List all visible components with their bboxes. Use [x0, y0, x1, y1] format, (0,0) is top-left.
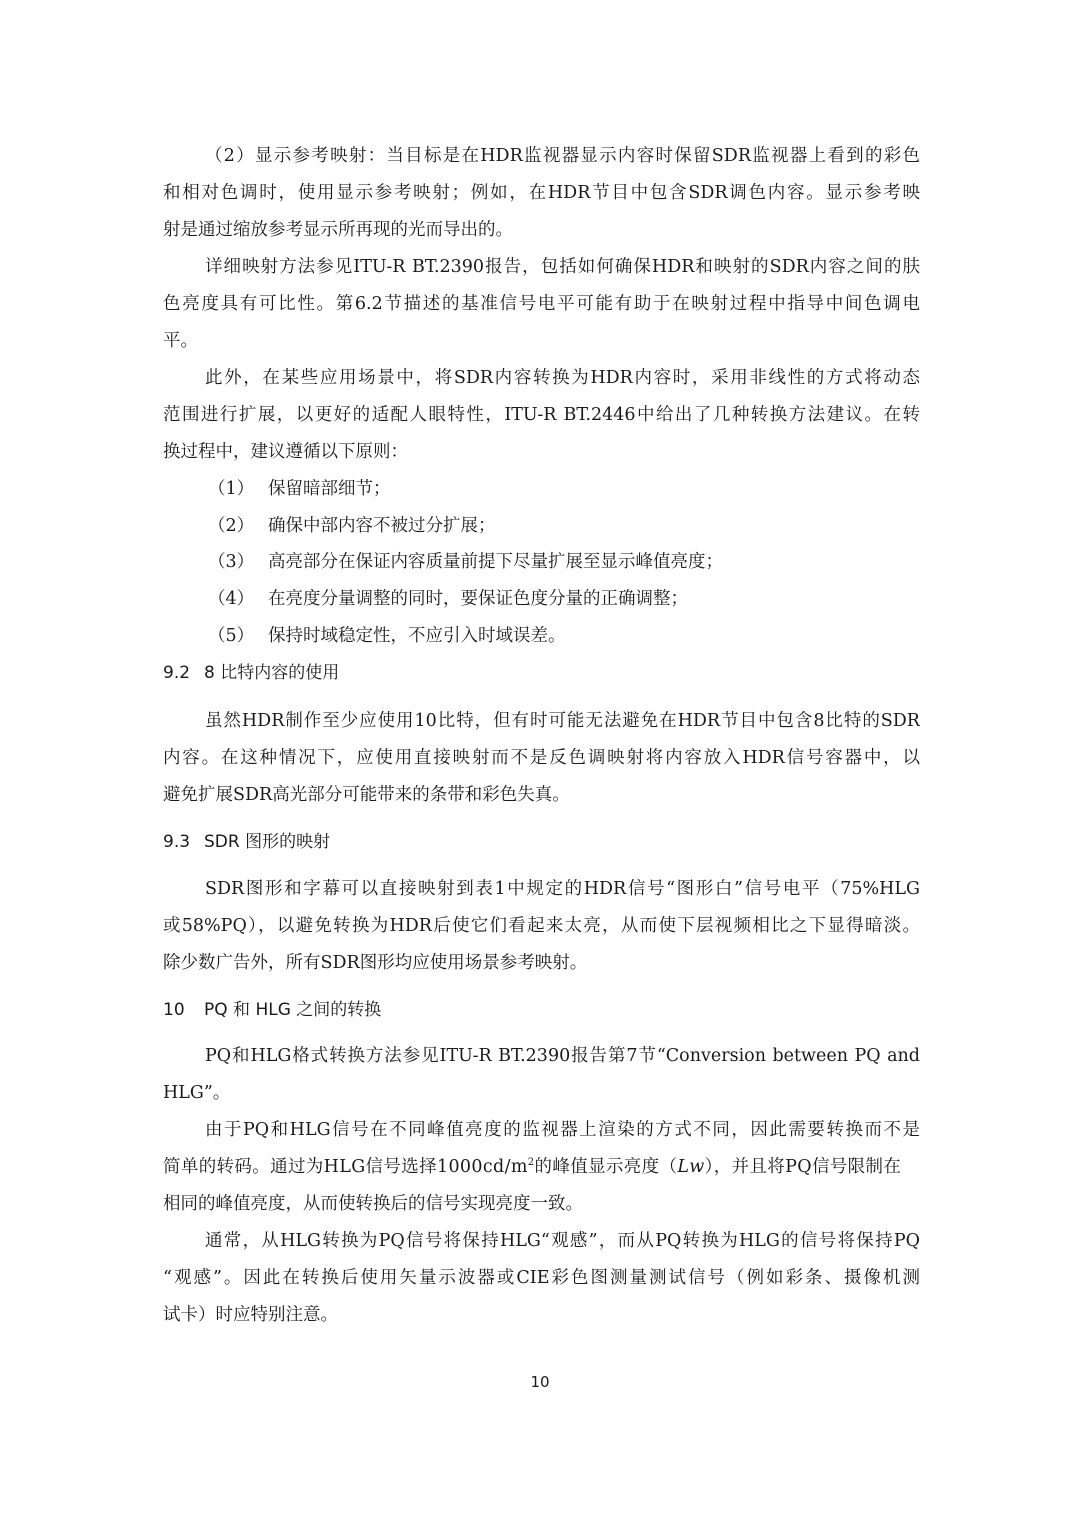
text-run: 的峰值显示亮度（	[534, 1157, 678, 1177]
paragraph-line: （2）显示参考映射：当目标是在HDR监视器显示内容时保留SDR监视器上看到的彩色	[205, 146, 920, 166]
list-item: 保留暗部细节；	[268, 479, 391, 499]
paragraph-line: “观感”。因此在转换后使用矢量示波器或CIE彩色图测量测试信号（例如彩条、摄像机测	[163, 1268, 920, 1288]
paragraph-line: 通常，从HLG转换为PQ信号将保持HLG“观感”，而从PQ转换为HLG的信号将保持PQ	[205, 1231, 920, 1251]
text-run: 简单的转码。通过为HLG信号选择1000cd/m	[163, 1157, 528, 1177]
section-heading: SDR 图形的映射	[204, 832, 331, 852]
paragraph-line-with-formula	[163, 1154, 920, 1180]
list-item: 高亮部分在保证内容质量前提下尽量扩展至显示峰值亮度；	[268, 552, 723, 572]
paragraph-line: 由于PQ和HLG信号在不同峰值亮度的监视器上渲染的方式不同，因此需要转换而不是	[205, 1120, 920, 1140]
paragraph-line: 试卡）时应特别注意。	[163, 1305, 338, 1325]
paragraph-line: 虽然HDR制作至少应使用10比特，但有时可能无法避免在HDR节目中包含8比特的SDR	[205, 711, 920, 731]
list-item-number: （5）	[208, 626, 255, 646]
list-item-number: （1）	[208, 479, 255, 499]
paragraph-line: 范围进行扩展，以更好的适配人眼特性，ITU-R BT.2446中给出了几种转换方法建议。在转	[163, 405, 920, 425]
paragraph-line: 或58%PQ），以避免转换为HDR后使它们看起来太亮，从而使下层视频相比之下显得暗淡。	[163, 916, 920, 936]
italic-symbol: Lw	[677, 1157, 705, 1177]
section-number: 10	[163, 1000, 185, 1020]
paragraph-line: 详细映射方法参见ITU-R BT.2390报告，包括如何确保HDR和映射的SDR内容之间的肤	[205, 257, 920, 277]
section-heading: 8 比特内容的使用	[204, 663, 340, 683]
paragraph-line: SDR图形和字幕可以直接映射到表1中规定的HDR信号“图形白”信号电平（75%HLG	[205, 879, 920, 899]
section-heading: PQ 和 HLG 之间的转换	[204, 1000, 382, 1020]
paragraph-line: 除少数广告外，所有SDR图形均应使用场景参考映射。	[163, 953, 588, 973]
list-item-number: （2）	[208, 516, 255, 536]
paragraph-line: PQ和HLG格式转换方法参见ITU-R BT.2390报告第7节“Conversion between PQ and	[205, 1046, 920, 1066]
paragraph-line: 射是通过缩放参考显示所再现的光而导出的。	[163, 220, 513, 240]
paragraph-line: 换过程中，建议遵循以下原则：	[163, 442, 408, 462]
text-run: ），并且将PQ信号限制在	[704, 1157, 902, 1177]
paragraph-line: 避免扩展SDR高光部分可能带来的条带和彩色失真。	[163, 785, 570, 805]
section-number: 9.2	[163, 663, 191, 683]
paragraph-line: HLG”。	[163, 1083, 231, 1103]
list-item: 确保中部内容不被过分扩展；	[268, 516, 496, 536]
paragraph-line: 内容。在这种情况下，应使用直接映射而不是反色调映射将内容放入HDR信号容器中，以	[163, 748, 920, 768]
paragraph-line: 相同的峰值亮度，从而使转换后的信号实现亮度一致。	[163, 1194, 583, 1214]
paragraph-line: 此外，在某些应用场景中，将SDR内容转换为HDR内容时，采用非线性的方式将动态	[205, 368, 920, 388]
paragraph-line: 和相对色调时，使用显示参考映射；例如，在HDR节目中包含SDR调色内容。显示参考映	[163, 183, 920, 203]
list-item: 保持时域稳定性，不应引入时域误差。	[268, 626, 566, 646]
section-number: 9.3	[163, 832, 191, 852]
page-number: 10	[530, 1373, 550, 1391]
paragraph-line: 色亮度具有可比性。第6.2节描述的基准信号电平可能有助于在映射过程中指导中间色调电	[163, 294, 920, 314]
list-item-number: （3）	[208, 552, 255, 572]
superscript: 2	[527, 1157, 535, 1168]
list-item-number: （4）	[208, 589, 255, 609]
list-item: 在亮度分量调整的同时，要保证色度分量的正确调整；	[268, 589, 688, 609]
paragraph-line: 平。	[163, 331, 198, 351]
